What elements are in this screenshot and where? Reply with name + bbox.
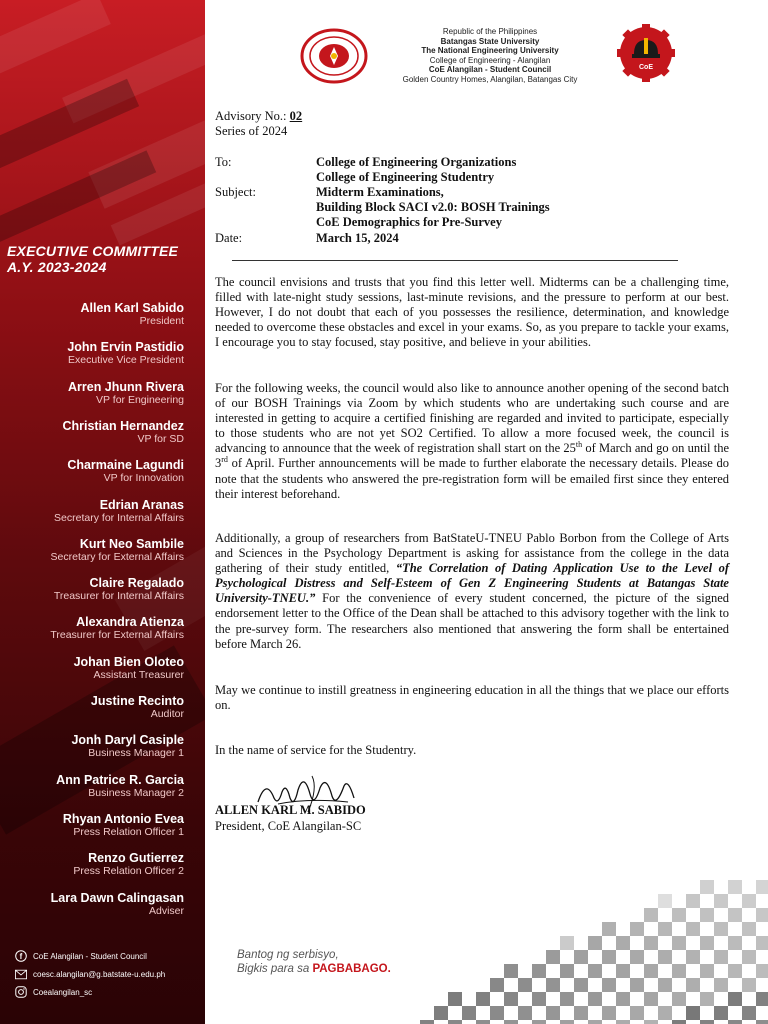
- member-role: Business Manager 2: [88, 786, 184, 799]
- checker-tile: [700, 880, 714, 894]
- paragraph-3-part-b: For the convenience of every student concerned, the picture of the signed endorsement letter to the Office of the Dean shall be attached to this advisory together with the link to the pre-survey form. The researchers also mentioned that answering the form shall be entertained before March 26.: [215, 591, 729, 651]
- checker-tile: [686, 922, 700, 936]
- member-name: Charmaine Lagundi: [67, 458, 184, 473]
- checker-tile: [700, 964, 714, 978]
- checker-tile: [644, 992, 658, 1006]
- motto-line-2-a: Bigkis para sa: [237, 963, 313, 975]
- checker-tile: [602, 1006, 616, 1020]
- member-role: Secretary for External Affairs: [50, 550, 184, 563]
- to-line-1: College of Engineering Organizations: [316, 155, 517, 169]
- member-entry: [73, 851, 184, 877]
- paragraph-3: [215, 531, 729, 652]
- member-name: Christian Hernandez: [62, 418, 184, 433]
- letterhead-line1: Republic of the Philippines: [442, 27, 538, 36]
- checker-tile: [532, 992, 546, 1006]
- checker-tile: [658, 978, 672, 992]
- motto-line-2: [237, 962, 391, 976]
- member-name: Alexandra Atienza: [76, 615, 184, 630]
- checker-tile: [560, 992, 574, 1006]
- member-entry: [63, 812, 184, 838]
- member-entry: [67, 458, 184, 484]
- motto-line-1: Bantog ng serbisyo,: [237, 949, 339, 961]
- checker-tile: [728, 992, 742, 1006]
- checker-tile: [616, 992, 630, 1006]
- checker-tile: [518, 978, 532, 992]
- checker-tile: [700, 936, 714, 950]
- footer-motto: [237, 948, 391, 976]
- checker-tile: [504, 964, 518, 978]
- checker-tile: [686, 950, 700, 964]
- checker-tile: [462, 1006, 476, 1020]
- executive-committee-sidebar: [0, 0, 205, 1024]
- member-name: Claire Regalado: [89, 576, 184, 591]
- checker-tile: [658, 922, 672, 936]
- checker-tile: [588, 964, 602, 978]
- member-entry: [50, 615, 184, 641]
- header-divider: [232, 260, 678, 261]
- checker-tile: [532, 964, 546, 978]
- member-entry: [81, 301, 185, 327]
- member-role: Business Manager 1: [88, 747, 184, 760]
- member-role: Treasurer for External Affairs: [50, 629, 184, 642]
- member-entry: [91, 694, 184, 720]
- signatory-name: ALLEN KARL M. SABIDO: [215, 803, 366, 817]
- checker-tile: [672, 1020, 686, 1024]
- to-label: To:: [215, 155, 232, 169]
- checker-tile: [616, 964, 630, 978]
- member-entry: [51, 537, 184, 563]
- member-role: Secretary for Internal Affairs: [54, 511, 184, 524]
- advisory-number: [215, 109, 302, 124]
- checker-tile: [434, 1006, 448, 1020]
- letterhead-line2: Batangas State University: [440, 36, 540, 46]
- checker-tile: [672, 964, 686, 978]
- letterhead-line3: The National Engineering University: [421, 46, 559, 55]
- member-name: Ann Patrice R. Garcia: [56, 772, 184, 787]
- ordinal-suffix-2: rd: [221, 455, 228, 465]
- checker-tile: [644, 964, 658, 978]
- instagram-label: Coealangilan_sc: [33, 987, 93, 997]
- checker-tile: [630, 1006, 644, 1020]
- checker-tile: [602, 950, 616, 964]
- member-role: Treasurer for Internal Affairs: [53, 590, 184, 603]
- email-icon: [15, 968, 27, 980]
- checker-tile: [742, 922, 756, 936]
- paragraph-3-part-a: Additionally, a group of researchers from BatStateU-TNEU Pablo Borbon from the College of Arts and Sciences in the Psychology Department is asking for assistance from the college in the data gathering of their study entitled,: [215, 531, 729, 576]
- checker-tile: [686, 894, 700, 908]
- checker-tile: [560, 964, 574, 978]
- checker-tile: [756, 936, 768, 950]
- checker-tile: [588, 992, 602, 1006]
- checker-tile: [714, 894, 728, 908]
- checker-tile: [476, 1020, 490, 1024]
- member-role: VP for Innovation: [103, 472, 184, 485]
- facebook-label: CoE Alangilan - Student Council: [33, 951, 147, 961]
- checker-tile: [742, 978, 756, 992]
- member-role: Assistant Treasurer: [93, 668, 184, 681]
- checker-tile: [714, 1006, 728, 1020]
- paragraph-2-part-c: of April. Further announcements will be made to further elaborate the necessary details. Please do note that the students who answered the pre-registration form will be emailed first since they entered their interest beforehand.: [215, 456, 729, 501]
- letterhead-line6: Golden Country Homes, Alangilan, Batangas City: [402, 74, 578, 84]
- member-role: VP for Engineering: [96, 393, 184, 406]
- paragraph-2: [215, 381, 729, 502]
- advisory-series: Series of 2024: [215, 124, 288, 138]
- checker-tile: [742, 1006, 756, 1020]
- member-role: Auditor: [150, 708, 184, 720]
- member-entry: [74, 655, 184, 681]
- checker-tile: [588, 1020, 602, 1024]
- instagram-icon: [15, 986, 27, 998]
- facebook-contact[interactable]: [15, 950, 147, 962]
- checker-tile: [504, 992, 518, 1006]
- member-role: Press Relation Officer 2: [73, 865, 184, 878]
- letterhead: [380, 27, 600, 84]
- checker-tile: [756, 964, 768, 978]
- checker-tile: [490, 1006, 504, 1020]
- subject-line-2: Building Block SACI v2.0: BOSH Trainings: [316, 200, 550, 214]
- checker-tile: [700, 1020, 714, 1024]
- checker-tile: [700, 992, 714, 1006]
- checker-tile: [672, 936, 686, 950]
- checker-tile: [476, 992, 490, 1006]
- member-entry: [68, 380, 184, 406]
- checker-tile: [560, 1020, 574, 1024]
- checker-tile: [700, 908, 714, 922]
- member-name: Jonh Daryl Casiple: [71, 733, 184, 748]
- checker-tile: [574, 1006, 588, 1020]
- checker-tile: [518, 1006, 532, 1020]
- motto-highlight: PAGBABAGO.: [312, 963, 391, 975]
- letterhead-line5: CoE Alangilan - Student Council: [428, 65, 552, 74]
- checker-tile: [756, 1020, 768, 1024]
- study-title: “The Correlation of Dating Application Use to the Level of Psychological Distress and Self-Esteem of Gen Z Engineering Students at Batangas State University-TNEU.”: [215, 561, 729, 606]
- member-role: Press Relation Officer 1: [73, 825, 184, 838]
- member-entry: [62, 419, 184, 445]
- closing-line: In the name of service for the Studentry.: [215, 743, 417, 757]
- checker-tile: [658, 1006, 672, 1020]
- checker-tile: [686, 978, 700, 992]
- member-name: Arren Jhunn Rivera: [67, 379, 184, 394]
- subject-line-1: Midterm Examinations,: [316, 185, 444, 199]
- committee-title-line1: EXECUTIVE COMMITTEE: [7, 243, 179, 259]
- checker-tile: [574, 950, 588, 964]
- checker-tile: [532, 1020, 546, 1024]
- email-label: coesc.alangilan@g.batstate-u.edu.ph: [33, 969, 166, 979]
- svg-text:f: f: [19, 952, 23, 961]
- checker-tile: [448, 992, 462, 1006]
- university-seal-icon: [300, 28, 368, 89]
- subject-line-3: CoE Demographics for Pre-Survey: [316, 215, 502, 229]
- checker-tile: [616, 1020, 630, 1024]
- subject-label: Subject:: [215, 185, 256, 199]
- advisory-label: Advisory No.:: [215, 109, 287, 123]
- checker-tile: [546, 978, 560, 992]
- member-entry: [67, 340, 184, 366]
- member-name: Kurt Neo Sambile: [79, 536, 184, 551]
- instagram-contact[interactable]: [15, 986, 92, 998]
- member-role: President: [139, 315, 184, 327]
- checker-tile: [672, 908, 686, 922]
- checker-tile: [686, 1006, 700, 1020]
- checker-tile: [616, 936, 630, 950]
- checker-tile: [728, 1020, 742, 1024]
- checker-tile: [742, 950, 756, 964]
- checker-tile: [728, 880, 742, 894]
- checker-tile: [546, 1006, 560, 1020]
- checker-tile: [588, 936, 602, 950]
- checker-tile: [560, 936, 574, 950]
- member-role: Executive Vice President: [68, 354, 184, 367]
- checker-tile: [714, 950, 728, 964]
- ordinal-suffix-1: th: [575, 440, 583, 450]
- checker-tile: [630, 950, 644, 964]
- member-role: Adviser: [148, 904, 184, 917]
- footer-checker-pattern: [420, 880, 768, 1024]
- checker-tile: [630, 922, 644, 936]
- member-name: Justine Recinto: [90, 694, 184, 708]
- checker-tile: [672, 992, 686, 1006]
- committee-title: [7, 243, 178, 275]
- checker-tile: [728, 936, 742, 950]
- paragraph-1: The council envisions and trusts that you find this letter well. Midterms can be a challenging time, filled with late-night study sessions, last-minute revisions, and the pressure to perform at our best. However, I do not doubt that each of you possesses the resilience, determination, and knowledge needed to overcome these obstacles and excel in your exams. So, as you prepare to tackle your exams, I encourage you to stay focused, stay positive, and believe in your abilities.: [215, 275, 729, 350]
- facebook-icon: [15, 950, 27, 962]
- coe-gear-helmet-icon: [617, 24, 675, 89]
- date-label: Date:: [215, 231, 243, 245]
- checker-tile: [602, 922, 616, 936]
- checker-tile: [728, 908, 742, 922]
- checker-tile: [658, 894, 672, 908]
- member-entry: [56, 773, 184, 799]
- committee-title-line2: A.Y. 2023-2024: [7, 259, 107, 275]
- member-entry: [54, 576, 184, 602]
- member-name: Johan Bien Oloteo: [73, 654, 184, 669]
- member-name: Renzo Gutierrez: [88, 851, 184, 866]
- checker-tile: [728, 964, 742, 978]
- paragraph-2-part-a: For the following weeks, the council would also like to announce another opening of the second batch of our BOSH Trainings via Zoom by which students who are undertaking such course and are interested in getting to acquire a certified finishing are regarded and invited to participate, especially to those students who are not yet SO2 Certified. To allow a more focused week, the council is advancing to announce that the week of registration shall start on the 25: [215, 381, 729, 456]
- paragraph-2-part-b: of March and go on until the 3: [215, 441, 729, 471]
- checker-tile: [756, 992, 768, 1006]
- paragraph-4: May we continue to instill greatness in engineering education in all the things that we place our efforts on.: [215, 683, 729, 713]
- checker-tile: [742, 894, 756, 908]
- member-name: Rhyan Antonio Evea: [62, 811, 184, 826]
- checker-tile: [602, 978, 616, 992]
- member-entry: [71, 733, 184, 759]
- member-name: Allen Karl Sabido: [80, 301, 184, 315]
- to-line-2: College of Engineering Studentry: [316, 170, 495, 184]
- checker-tile: [546, 950, 560, 964]
- checker-tile: [490, 978, 504, 992]
- email-contact[interactable]: [15, 968, 165, 980]
- checker-tile: [574, 978, 588, 992]
- member-name: Lara Dawn Calingasan: [50, 890, 184, 905]
- member-entry: [51, 891, 184, 917]
- checker-tile: [448, 1020, 462, 1024]
- checker-tile: [714, 922, 728, 936]
- checker-tile: [714, 978, 728, 992]
- coe-logo-text: CoE: [639, 64, 653, 71]
- date-value: March 15, 2024: [316, 231, 399, 245]
- checker-tile: [644, 908, 658, 922]
- member-entry: [54, 498, 184, 524]
- letterhead-line4: College of Engineering - Alangilan: [429, 55, 551, 65]
- checker-tile: [756, 880, 768, 894]
- member-role: VP for SD: [137, 432, 184, 445]
- checker-tile: [644, 936, 658, 950]
- checker-tile: [658, 950, 672, 964]
- member-name: John Ervin Pastidio: [67, 340, 184, 355]
- checker-tile: [756, 908, 768, 922]
- member-name: Edrian Aranas: [99, 497, 184, 512]
- advisory-value: 02: [289, 109, 303, 123]
- checker-tile: [630, 978, 644, 992]
- signatory-title: President, CoE Alangilan-SC: [215, 819, 362, 833]
- checker-tile: [420, 1020, 434, 1024]
- checker-tile: [504, 1020, 518, 1024]
- checker-tile: [644, 1020, 658, 1024]
